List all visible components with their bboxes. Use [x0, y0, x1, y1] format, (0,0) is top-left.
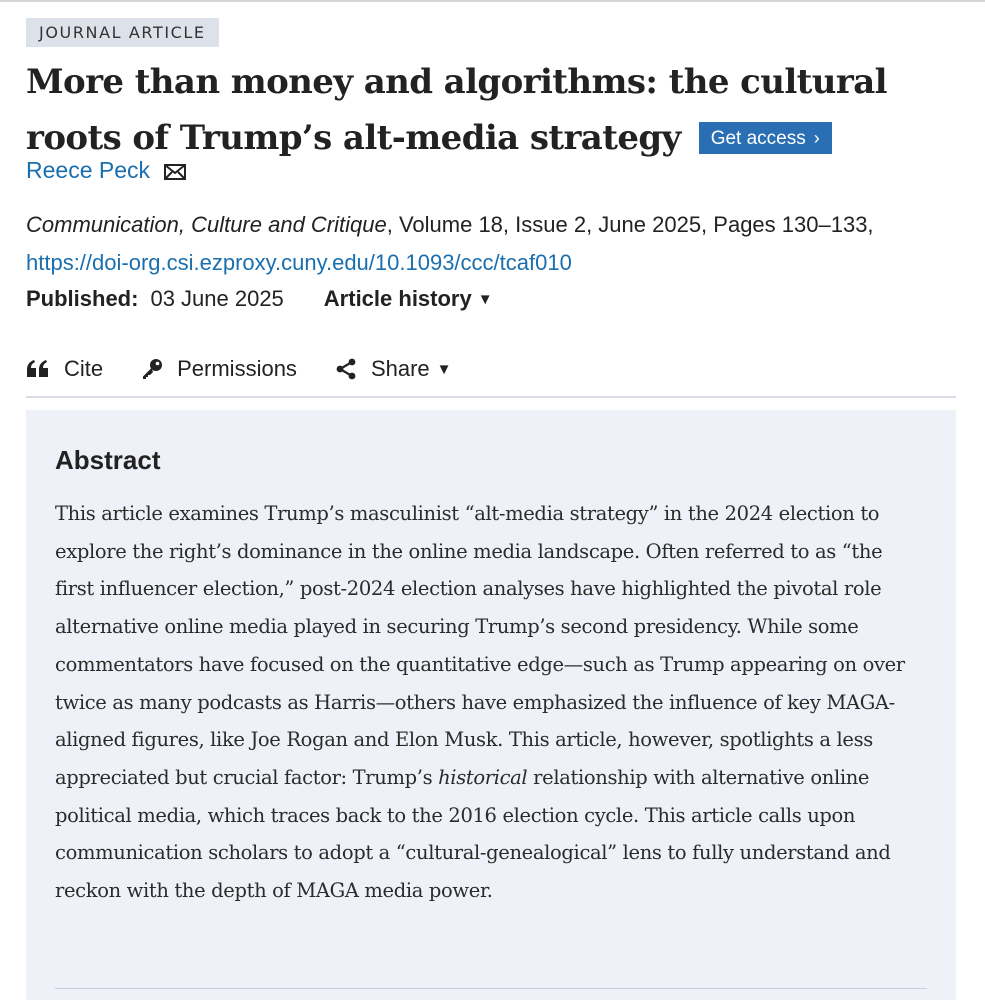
article-history-toggle[interactable] [324, 286, 493, 311]
permissions-label: Permissions [177, 356, 297, 381]
cite-label: Cite [64, 356, 104, 381]
abstract-section [26, 410, 956, 1000]
envelope-icon[interactable] [164, 157, 186, 189]
share-icon [335, 358, 357, 380]
article-title-text: More than money and algorithms: the cultural roots of Trump’s alt-media strategy [26, 62, 887, 158]
doi-link[interactable]: https://doi-org.csi.ezproxy.cuny.edu/10.1093/ccc/tcaf010 [26, 250, 572, 275]
published-label: Published: [26, 286, 139, 311]
share-button[interactable] [335, 356, 452, 382]
article-toolbar [26, 350, 490, 388]
toolbar-divider [26, 396, 956, 398]
share-label: Share [370, 356, 430, 381]
top-divider [0, 0, 985, 2]
cite-button[interactable] [26, 356, 103, 382]
abstract-text-part-2: relationship with alternative online political media, which traces back to the 2016 election cycle. This article calls upon communication scholars to adopt a “cultural-genealogical” lens to fully understand and reckon with the depth of MAGA media power. [55, 765, 891, 903]
article-history-label: Article history [323, 286, 472, 311]
article-title [26, 54, 966, 166]
author-line [26, 154, 186, 189]
citation-details: , Volume 18, Issue 2, June 2025, Pages 130–133, [386, 212, 874, 237]
author-link[interactable]: Reece Peck [26, 157, 151, 183]
published-date: 03 June 2025 [150, 286, 284, 311]
key-icon [141, 358, 163, 380]
caret-down-icon: ▼ [436, 360, 452, 378]
publication-row [26, 282, 493, 317]
quote-icon [26, 360, 50, 378]
abstract-text-part-1: This article examines Trump’s masculinist “alt-media strategy” in the 2024 election to explore the right’s dominance in the online media landscape. Often referred to as “the first influencer election,” post-2024 election analyses have highlighted the pivotal role alternative online media played in securing Trump’s second presidency. While some commentators have focused on the quantitative edge—such as Trump appearing on over twice as many podcasts as Harris—others have emphasized the influence of key MAGA-aligned figures, like Joe Rogan and Elon Musk. This article, however, spotlights a less appreciated but crucial factor: Trump’s [55, 502, 905, 789]
get-access-label: Get access [710, 128, 806, 149]
abstract-text [55, 495, 915, 910]
article-type-badge: JOURNAL ARTICLE [26, 18, 219, 47]
chevron-right-icon: › [813, 128, 820, 148]
get-access-button[interactable] [699, 122, 832, 154]
permissions-button[interactable] [141, 356, 297, 382]
abstract-divider [55, 988, 927, 989]
abstract-heading: Abstract [55, 445, 161, 475]
abstract-text-italic: historical [438, 765, 528, 789]
journal-name: Communication, Culture and Critique [26, 212, 387, 237]
caret-down-icon: ▼ [477, 291, 493, 308]
citation-block [26, 206, 966, 282]
